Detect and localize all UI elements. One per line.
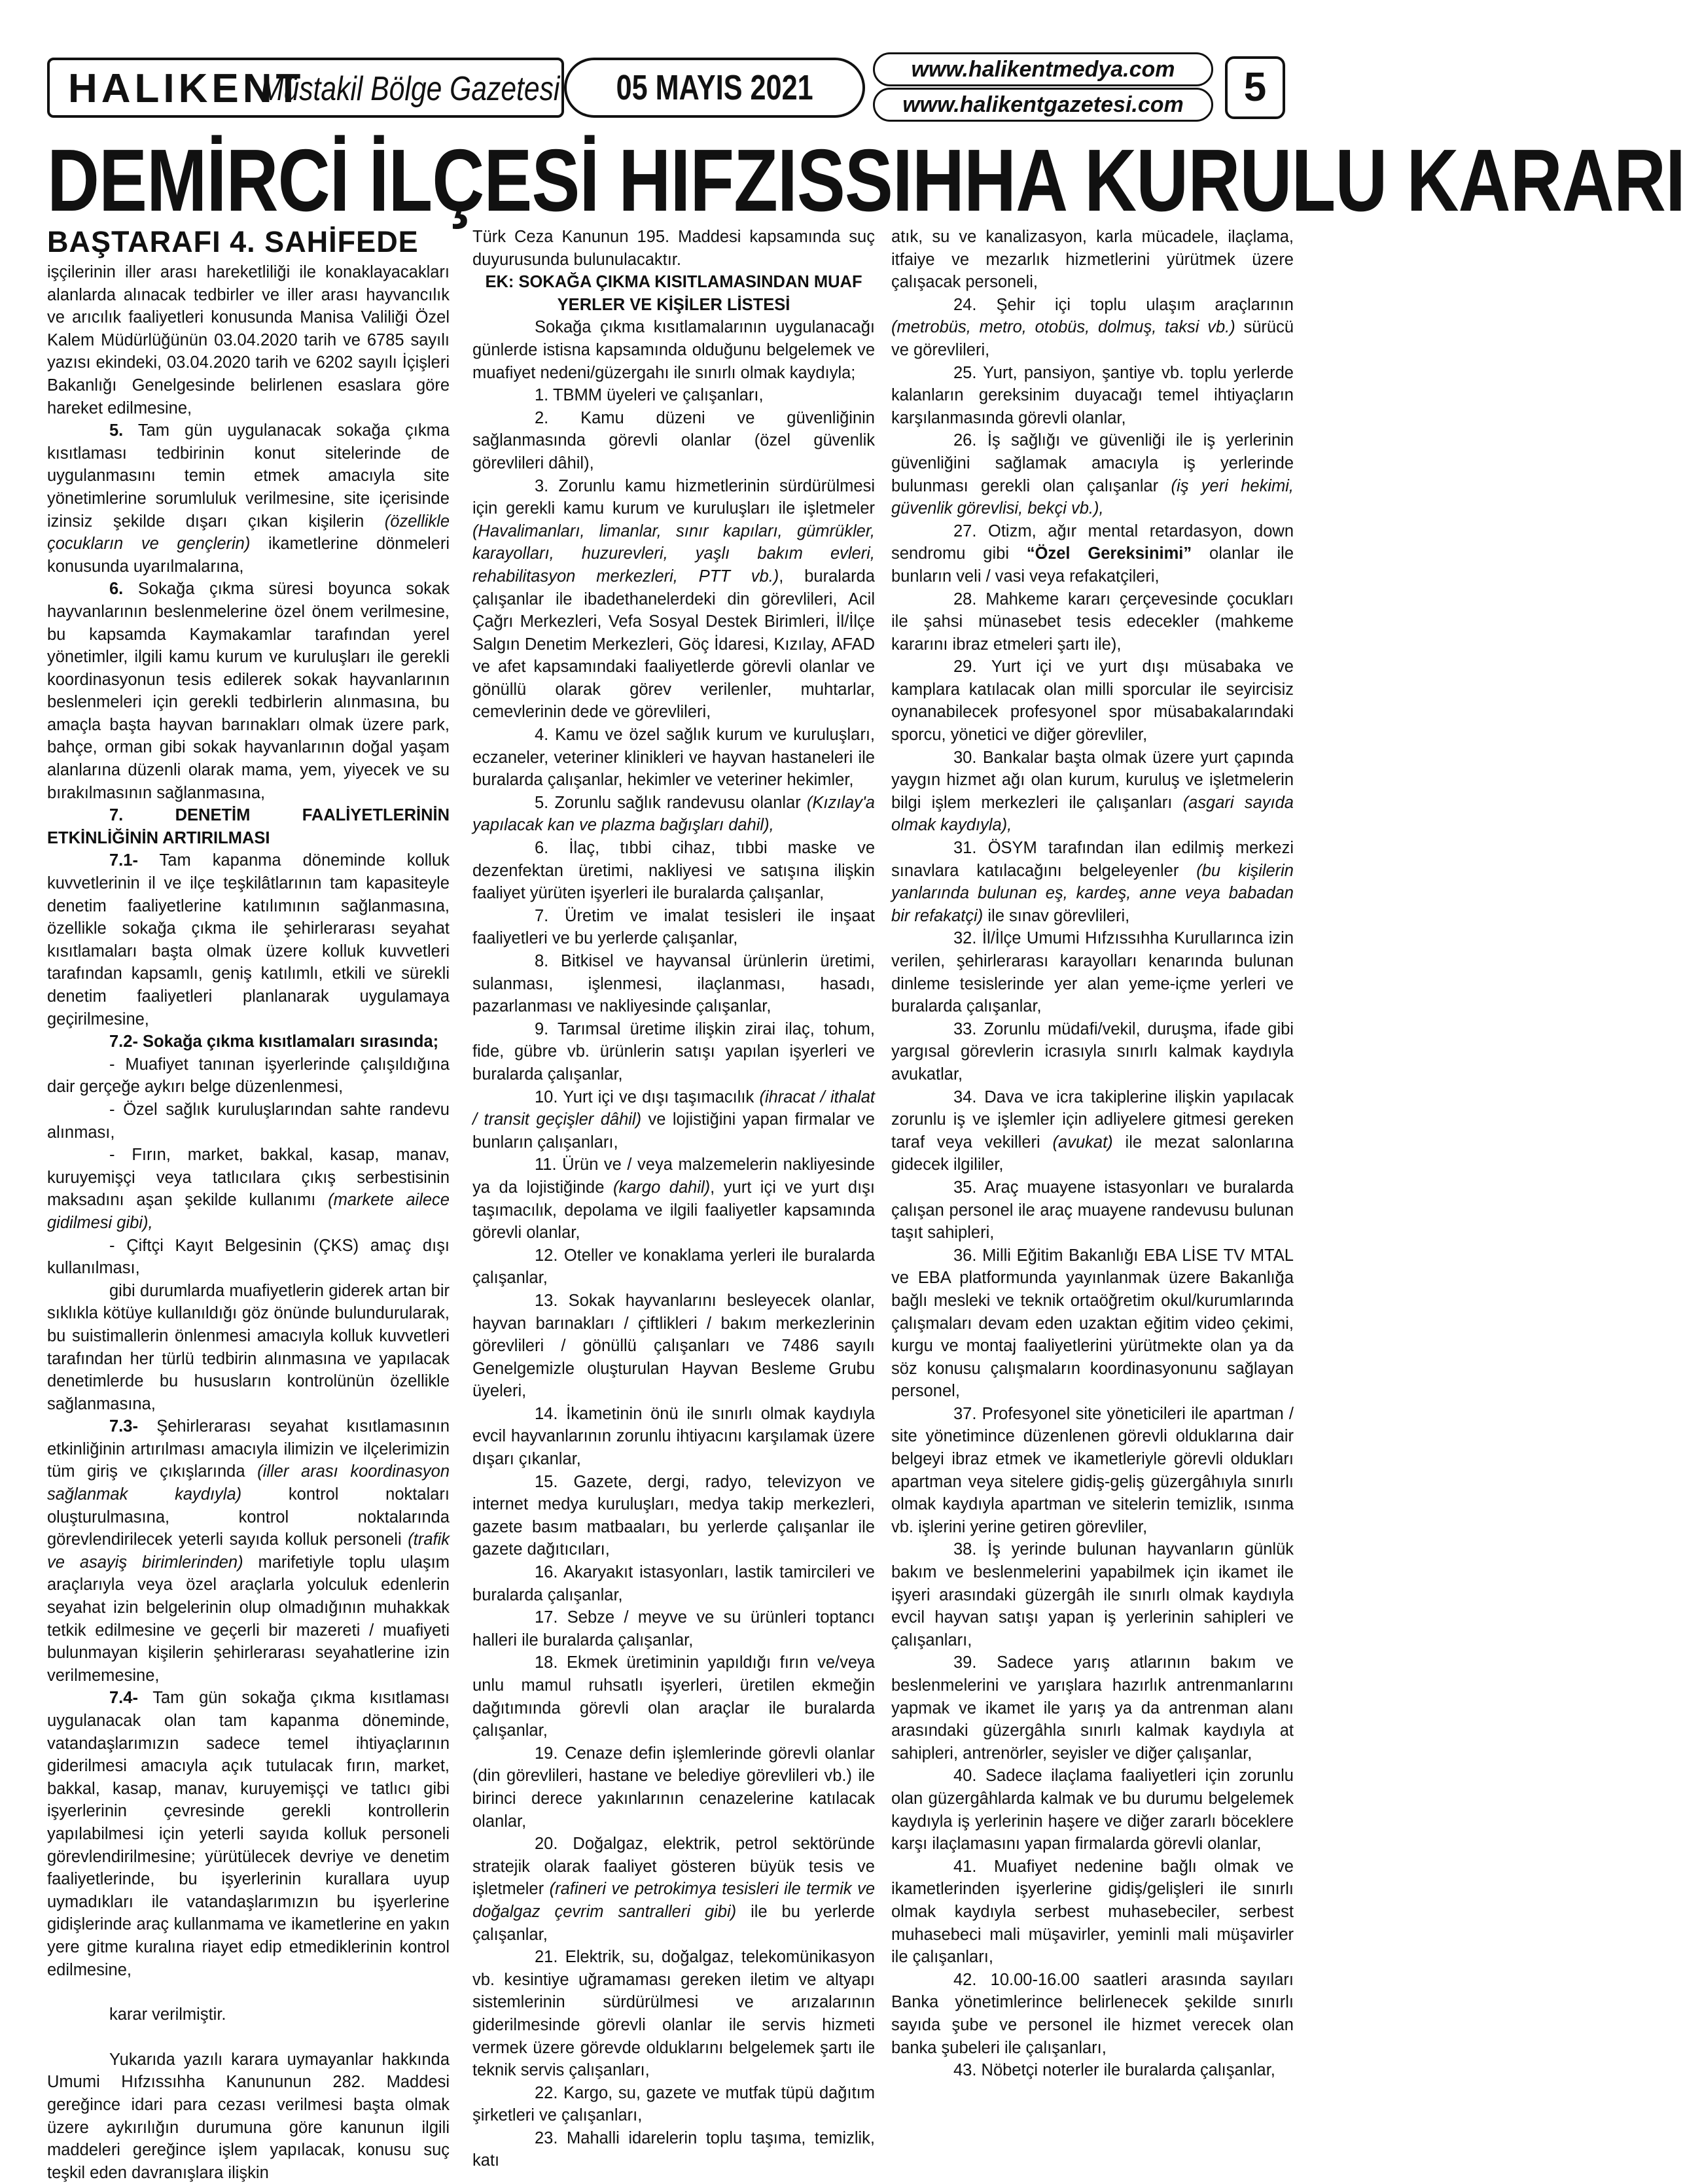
section-heading: 7.2- Sokağa çıkma kısıtlamaları sırasında;	[109, 1032, 439, 1051]
list-item: 42. 10.00-16.00 saatleri arasında sayıları Banka yönetimlerince belirlenecek şekilde sınırlı sayıda şube ve personel ile hizmet verecek olan banka şubeleri ile çalışanları,	[891, 1970, 1294, 2057]
list-item: 37. Profesyonel site yöneticileri ile apartman / site yönetimince düzenlenen görevli olduklarına dair belgeyi ibraz etmek ve ikametleriyle görevli oldukları apartman veya sitelere gidiş-geliş güzergâhıyla sınırlı olmak kaydıyla apartman ve sitelerin temizlik, ısınma vb. işlerini yerine getiren görevliler,	[891, 1404, 1294, 1536]
appendix-title: EK: SOKAĞA ÇIKMA KISITLAMASINDAN MUAF YERLER VE KİŞİLER LİSTESİ	[485, 273, 862, 314]
paragraph: 5. Tam gün uygulanacak sokağa çıkma kısıtlaması tedbirinin konut sitelerinde de uygulanmasını temin etmek amacıyla site yönetimlerine sorumluluk verilmesine, site içerisinde izinsiz şekilde dışarı çıkan kişilerin (özellikle çocukların ve gençlerin) ikametlerine dönmeleri konusunda uyarılmalarına,	[47, 421, 450, 576]
list-item: 11. Ürün ve / veya malzemelerin nakliyesinde ya da lojistiğinde (kargo dahil), yurt içi ve yurt dışı taşımacılık, depolama ve ilgili faaliyetler kapsamında görevli olanlar,	[472, 1155, 876, 1242]
masthead	[47, 51, 1284, 122]
paragraph: Türk Ceza Kanunun 195. Maddesi kapsamında suç duyurusunda bulunulacaktır.	[472, 228, 875, 269]
list-item: 27. Otizm, ağır mental retardasyon, down sendromu gibi “Özel Gereksinimi” olanlar ile bunların veli / vasi veya refakatçileri,	[891, 521, 1294, 586]
section-heading: 7. DENETİM FAALİYETLERİNİN ETKİNLİĞİNİN ARTIRILMASI	[47, 806, 450, 847]
paragraph: 6. Sokağa çıkma süresi boyunca sokak hayvanlarının beslenmelerine özel önem verilmesine, bu kapsamda Kaymakamlar tarafından yerel yönetimler, ilgili kamu kurum ve kuruluşları ile gerekli koordinasyonun tesis edilerek sokak hayvanlarının beslenmeleri için gerekli tedbirlerin alınmasına, bu amaçla başta hayvan barınakları olmak üzere park, bahçe, orman gibi sokak hayvanlarının doğal yaşam alanlarına düzenli olarak mama, yem, yiyecek ve su bırakılmasının sağlanmasına,	[47, 580, 450, 802]
list-item: 33. Zorunlu müdafi/vekil, duruşma, ifade gibi yargısal görevlerin icrasıyla sınırlı kalmak kaydıyla avukatlar,	[891, 1019, 1294, 1083]
list-item: 16. Akaryakıt istasyonları, lastik tamircileri ve buralarda çalışanlar,	[472, 1563, 875, 1604]
paragraph: atık, su ve kanalizasyon, karla mücadele, ilaçlama, itfaiye ve mezarlık hizmetlerini yürütmek üzere çalışacak personeli,	[891, 228, 1294, 292]
paragraph: Yukarıda yazılı karara uymayanlar hakkında Umumi Hıfzıssıhha Kanununun 282. Maddesi gereğince idari para cezası verilmesi başta olmak üzere aykırılığın durumuna göre kanunun ilgili maddeleri gereğince işlem yapılacak, konusu suç teşkil eden davranışlara ilişkin	[47, 2050, 450, 2182]
column-3	[891, 226, 1294, 2082]
list-item: 22. Kargo, su, gazete ve mutfak tüpü dağıtım şirketleri ve çalışanları,	[472, 2083, 875, 2125]
list-item: 18. Ekmek üretiminin yapıldığı fırın ve/veya unlu mamul ruhsatlı işyerleri, üretilen ekmeğin dağıtımında görevli olan araçlar ile buralarda çalışanlar,	[472, 1653, 875, 1740]
list-item: 40. Sadece ilaçlama faaliyetleri için zorunlu olan güzergâhlarda kalmak ve bu durumu belgelemek kaydıyla iş yerlerinin haşere ve diğer zararlı böceklere karşı ilaçlamasını yapan firmalarda görevli olanlar,	[891, 1767, 1294, 1854]
list-item: 19. Cenaze defin işlemlerinde görevli olanlar (din görevlileri, hastane ve belediye görevlileri vb.) ile birinci derece yakınlarının cenazelerine katılacak olanlar,	[472, 1744, 875, 1831]
column-2	[472, 226, 875, 2172]
list-item: 34. Dava ve icra takiplerine ilişkin yapılacak zorunlu iş ve işlemler için adliyelere gitmesi gereken taraf veya vekilleri (avukat) ile mezat salonlarına gidecek ilgililer,	[891, 1087, 1294, 1174]
list-item: 31. ÖSYM tarafından ilan edilmiş merkezi sınavlara katılacağını belgeleyenler (bu kişilerin yanlarında bulunan eş, kardeş, anne veya babadan bir refakatçi) ile sınav görevlileri,	[891, 839, 1294, 925]
url-group	[873, 51, 1213, 122]
list-item: 24. Şehir içi toplu ulaşım araçlarının (metrobüs, metro, otobüs, dolmuş, taksi vb.) sürücü ve görevlileri,	[891, 295, 1294, 359]
list-item: 13. Sokak hayvanlarını besleyecek olanlar, hayvan barınakları / çiftlikleri / bakım merkezlerinin görevlileri / gönüllü çalışanları ve 7486 sayılı Genelgemizle oluşturulan Hayvan Besleme Grubu üyeleri,	[472, 1291, 875, 1401]
list-item: 21. Elektrik, su, doğalgaz, telekomünikasyon vb. kesintiye uğramaması gereken iletim ve altyapı sistemlerinin sürdürülmesi ve arızalarının giderilmesinde görevli olanlar ile servis hizmeti vermek üzere görevde olduklarını belgelemek şartı ile teknik servis çalışanları,	[472, 1948, 875, 2080]
list-item: 15. Gazete, dergi, radyo, televizyon ve internet medya kuruluşları, medya takip merkezleri, gazete basım matbaaları, bu yerlerde çalışanlar ile gazete dağıtıcıları,	[472, 1472, 875, 1559]
list-item: 36. Milli Eğitim Bakanlığı EBA LİSE TV MTAL ve EBA platformunda yayınlanmak üzere Bakanlığa bağlı mesleki ve teknik ortaöğretim okul/kurumlarında çalışmaları devam eden uzaktan eğitim video çekimi, kurgu ve montaj faaliyetlerini yürütmekte olan ya da söz konusu çalışmaların koordinasyonunu sağlayan personel,	[891, 1246, 1294, 1401]
list-item: 14. İkametinin önü ile sınırlı olmak kaydıyla evcil hayvanlarının zorunlu ihtiyacını karşılamak üzere dışarı çıkanlar,	[472, 1404, 875, 1469]
list-item: 2. Kamu düzeni ve güvenliğinin sağlanmasında görevli olanlar (özel güvenlik görevlileri dâhil),	[472, 408, 875, 472]
list-item: 10. Yurt içi ve dışı taşımacılık (ihracat / ithalat / transit geçişler dâhil) ve lojistiğini yapan firmalar ve bunların çalışanları,	[472, 1087, 875, 1152]
paragraph: işçilerinin iller arası hareketliliği ile konaklayacakları alanlarda alınacak tedbirler ve iller arası hayvancılık ve arıcılık faaliyetleri konusunda Manisa Valiliği Özel Kalem Müdürlüğünün 03.04.2020 tarih ve 6785 sayılı yazısı ekindeki, 03.04.2020 tarih ve 6202 sayılı İçişleri Bakanlığı Genelgesinde belirlenen esaslara göre hareket edilmesine,	[47, 263, 450, 417]
list-item: - Çiftçi Kayıt Belgesinin (ÇKS) amaç dışı kullanılması,	[47, 1236, 450, 1278]
list-item: 4. Kamu ve özel sağlık kurum ve kuruluşları, eczaneler, veteriner klinikleri ve hayvan hastaneleri ile buralarda çalışanlar, hekimler ve veteriner hekimler,	[472, 726, 875, 790]
list-item: 29. Yurt içi ve yurt dışı müsabaka ve kamplara katılacak olan milli sporcular ile seyircisiz oynanabilecek profesyonel spor müsabakalarındaki sporcu, yönetici ve diğer görevliler,	[891, 658, 1294, 745]
list-item: 41. Muafiyet nedenine bağlı olmak ve ikametlerinden işyerlerine gidiş/gelişleri ile sınırlı olmak kaydıyla serbest muhasebeciler, serbest muhasebeci mali müşavirler, yeminli mali müşavirler ile çalışanları,	[891, 1857, 1294, 1967]
page-number: 5	[1225, 56, 1285, 119]
paragraph: gibi durumlarda muafiyetlerin giderek artan bir sıklıkla kötüye kullanıldığı göz önünde bulundurularak, bu suistimallerin önlenmesi amacıyla kolluk kuvvetleri tarafından her türlü tedbirin alınmasına ve yapılacak denetimlerde bu hususların kontrolünün özellikle sağlanmasına,	[47, 1281, 450, 1413]
list-item: 25. Yurt, pansiyon, şantiye vb. toplu yerlerde kalanların gereksinim duyacağı temel ihtiyaçların karşılanmasında görevli olanlar,	[891, 363, 1294, 427]
column-1	[47, 226, 450, 2184]
list-item: 32. İl/İlçe Umumi Hıfzıssıhha Kurullarınca izin verilen, şehirlerarası karayolları kenarında bulunan dinleme tesislerinde yer alan yeme-içme yerleri ve buralarda çalışanlar,	[891, 929, 1294, 1016]
list-item: - Özel sağlık kuruluşlarından sahte randevu alınması,	[47, 1100, 450, 1142]
masthead-name-box	[47, 58, 564, 118]
list-item: 39. Sadece yarış atlarının bakım ve beslenmelerini ve yarışlara hazırlık antrenmanlarını yapmak ve ikamet ile yarış ya da antrenman alanı arasındaki güzergâhla sınırlı kalmak kaydıyla at sahipleri, antrenörler, seyisler ve diğer çalışanlar,	[891, 1653, 1294, 1763]
list-item: 8. Bitkisel ve hayvansal ürünlerin üretimi, sulanması, işlenmesi, ilaçlanması, hasadı, pazarlanması ve nakliyesinde çalışanlar,	[472, 952, 875, 1016]
list-item: 7. Üretim ve imalat tesisleri ile inşaat faaliyetleri ve bu yerlerde çalışanlar,	[472, 906, 875, 948]
list-item: 17. Sebze / meyve ve su ürünleri toptancı halleri ile buralarda çalışanlar,	[472, 1608, 875, 1649]
list-item: 6. İlaç, tıbbi cihaz, tıbbi maske ve dezenfektan üretimi, nakliyesi ve satışına ilişkin faaliyet yürüten işyerleri ile buralarda çalışanlar,	[472, 839, 875, 903]
list-item: 38. İş yerinde bulunan hayvanların günlük bakım ve beslenmelerini yapabilmek için ikamet ile işyeri arasındaki güzergâh ile sınırlı olmak kaydıyla evcil hayvan satışı yapan iş yerlerinin sahipleri ve çalışanları,	[891, 1540, 1294, 1649]
list-item: 1. TBMM üyeleri ve çalışanları,	[535, 386, 764, 405]
list-item: 12. Oteller ve konaklama yerleri ile buralarda çalışanlar,	[472, 1246, 875, 1288]
list-item: 5. Zorunlu sağlık randevusu olanlar (Kızılay'a yapılacak kan ve plazma bağışları dahil),	[472, 793, 875, 835]
closing-statement: karar verilmiştir.	[109, 2005, 226, 2024]
list-item: 23. Mahalli idarelerin toplu taşıma, temizlik, katı	[472, 2128, 875, 2170]
paragraph: Sokağa çıkma kısıtlamalarının uygulanacağı günlerde istisna kapsamında olduğunu belgelemek ve muafiyet nedeni/güzergahı ile sınırlı olmak kaydıyla;	[472, 318, 875, 382]
website-link-1[interactable]: www.halikentmedya.com	[873, 52, 1213, 86]
list-item: 20. Doğalgaz, elektrik, petrol sektöründe stratejik olarak faaliyet gösteren büyük tesis ve işletmeler (rafineri ve petrokimya tesisleri ile termik ve doğalgaz çevrim santralleri gibi) ile bu yerlerde çalışanlar,	[472, 1835, 875, 1944]
list-item: 30. Bankalar başta olmak üzere yurt çapında yaygın hizmet ağı olan kurum, kuruluş ve işletmelerin bilgi işlem merkezleri ile çalışanları (asgari sayıda olmak kaydıyla),	[891, 748, 1294, 835]
list-item: 28. Mahkeme kararı çerçevesinde çocukları ile şahsi münasebet tesis edecekler (mahkeme kararını ibraz etmeleri şartı ile),	[891, 590, 1294, 654]
list-item: 9. Tarımsal üretime ilişkin zirai ilaç, tohum, fide, gübre vb. ürünlerin satışı yapılan işyerleri ve buralarda çalışanlar,	[472, 1019, 875, 1083]
newspaper-subtitle: Müstakil Bölge Gazetesi	[260, 70, 560, 108]
list-item: - Fırın, market, bakkal, kasap, manav, kuruyemişçi veya tatlıcılara çıkış serbestisinin maksadını aşan şekilde kullanımı (markete ailece gidilmesi gibi),	[47, 1146, 450, 1232]
paragraph: 7.4- Tam gün sokağa çıkma kısıtlaması uygulanacak olan tam kapanma döneminde, vatandaşlarımızın sadece temel ihtiyaçlarının giderilmesi amacıyla açık tutulacak fırın, market, bakkal, kasap, manav, kuruyemişçi ve tatlıcı gibi işyerlerinin çevresinde gerekli kontrollerin yapılabilmesi için yeterli sayıda kolluk personeli görevlendirilmesine; yürütülecek devriye ve denetim faaliyetlerinde, bu işyerlerinin kurallara uyup uymadıkları ile vatandaşlarımızın bu işyerlerine gidişlerinde araç kullanmama ve ikametlerine en yakın yere gitme kuralına riayet edip etmediklerinin kontrol edilmesine,	[47, 1689, 450, 1979]
list-item: 43. Nöbetçi noterler ile buralarda çalışanlar,	[953, 2061, 1275, 2080]
list-item: 35. Araç muayene istasyonları ve buralarda çalışan personel ile araç muayene randevusu bulunan taşıt sahipleri,	[891, 1178, 1294, 1242]
list-item: 3. Zorunlu kamu hizmetlerinin sürdürülmesi için gerekli kamu kurum ve kuruluşları ile işletmeler (Havalimanları, limanlar, sınır kapıları, gümrükler, karayolları, huzurevleri, yaşlı bakım evleri, rehabilitasyon merkezleri, PTT vb.), buralarda çalışanlar ile ibadethanelerdeki din görevlileri, Acil Çağrı Merkezleri, Vefa Sosyal Destek Birimleri, İl/İlçe Salgın Denetim Merkezleri, Göç İdaresi, Kızılay, AFAD ve afet kapsamındaki faaliyetlerde görevli olanlar ve gönüllü olarak görev verilenler, muhtarlar, cemevlerinin dede ve görevlileri,	[472, 476, 875, 722]
continuation-heading: BAŞTARAFI 4. SAHİFEDE	[47, 225, 419, 258]
issue-date: 05 MAYIS 2021	[616, 68, 813, 107]
paragraph: 7.3- Şehirlerarası seyahat kısıtlamasının etkinliğinin artırılması amacıyla ilimizin ve ilçelerimizin tüm giriş ve çıkışlarında (iller arası koordinasyon sağlanmak kaydıyla) kontrol noktaları oluşturulmasına, kontrol noktalarında görevlendirilecek yeterli sayıda kolluk personeli (trafik ve asayiş birimlerinden) marifetiyle toplu ulaşım araçlarıyla veya özel araçlarla yolculuk edenlerin seyahat izin belgelerinin olup olmadığının muhakkak tetkik edilmesine ve geçerli bir mazereti / muafiyeti bulunmayan kişilerin şehirlerarası seyahatlerine izin verilmemesine,	[47, 1417, 450, 1685]
main-headline: DEMİRCİ İLÇESİ HIFZISSIHHA KURULU KARARI	[47, 131, 1685, 230]
website-link-2[interactable]: www.halikentgazetesi.com	[873, 88, 1213, 122]
list-item: - Muafiyet tanınan işyerlerinde çalışıldığına dair gerçeğe aykırı belge düzenlenmesi,	[47, 1055, 450, 1097]
newspaper-name: HALIKENT	[68, 66, 305, 111]
paragraph: 7.1- Tam kapanma döneminde kolluk kuvvetlerinin il ve ilçe teşkilâtlarının tam kapasiteyle denetim faaliyetlerine katılımının sağlanmasına, özellikle sokağa çıkma ile şehirlerarası seyahat kısıtlamaları başta olmak üzere kolluk kuvvetleri tarafından kapsamlı, geniş katılımlı, etkili ve sürekli denetim faaliyetleri planlanarak uygulamaya geçirilmesine,	[47, 851, 450, 1029]
list-item: 26. İş sağlığı ve güvenliği ile iş yerlerinin güvenliğini sağlamak amacıyla iş yerlerinde bulunması gerekli olan çalışanlar (iş yeri hekimi, güvenlik görevlisi, bekçi vb.),	[891, 431, 1294, 518]
date-box	[564, 58, 865, 118]
